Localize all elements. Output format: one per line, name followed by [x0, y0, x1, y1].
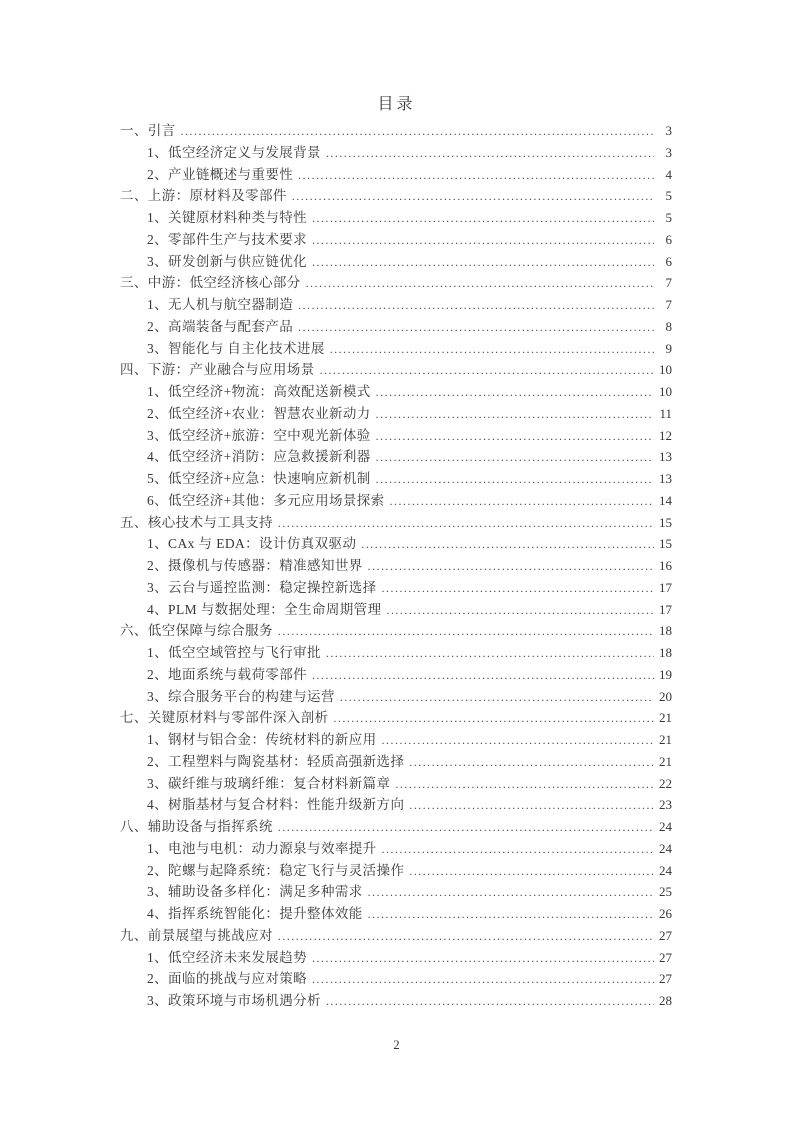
toc-dot-leader: [292, 187, 654, 208]
toc-entry-label: 1、关键原材料种类与特性: [147, 210, 308, 225]
toc-dot-leader: [326, 144, 654, 165]
toc-dot-leader: [312, 253, 654, 274]
toc-entry-label: 1、无人机与航空器制造: [147, 297, 294, 312]
toc-dot-leader: [278, 927, 654, 948]
toc-entry[interactable]: [120, 991, 672, 1013]
toc-entry[interactable]: [120, 730, 672, 752]
toc-entry[interactable]: [120, 600, 672, 622]
toc-entry-label: 3、低空经济+旅游：空中观光新体验: [147, 427, 371, 443]
toc-entry[interactable]: [120, 882, 672, 904]
toc-entry-label: 1、低空经济定义与发展背景: [147, 144, 321, 160]
toc-entry-label: 六、低空保障与综合服务: [120, 623, 273, 639]
toc-dot-leader: [312, 949, 654, 970]
toc-entry-page: 27: [659, 927, 672, 943]
toc-entry-page: 5: [665, 188, 672, 204]
toc-dot-leader: [320, 361, 654, 382]
toc-entry-page: 15: [659, 536, 672, 552]
toc-entry[interactable]: [120, 491, 672, 513]
toc-entry-page: 3: [665, 144, 672, 160]
toc-entry-page: 10: [659, 384, 672, 399]
toc-entry[interactable]: [120, 817, 672, 839]
page-number-footer: 2: [393, 1038, 400, 1052]
toc-entry[interactable]: [120, 339, 672, 361]
toc-dot-leader: [312, 231, 654, 252]
toc-entry[interactable]: [120, 687, 672, 709]
toc-dot-leader: [181, 122, 654, 143]
toc-dot-leader: [395, 775, 654, 796]
toc-entry-page: 27: [659, 971, 672, 987]
toc-entry[interactable]: [120, 447, 672, 469]
toc-entry-page: 3: [665, 123, 672, 138]
toc-entry[interactable]: [120, 252, 672, 274]
toc-entry[interactable]: [120, 839, 672, 861]
toc-entry-label: 1、电池与电机：动力源泉与效率提升: [147, 840, 377, 856]
toc-dot-leader: [368, 557, 654, 578]
toc-entry[interactable]: [120, 317, 672, 339]
toc-entry-label: 1、低空经济+物流：高效配送新模式: [147, 384, 371, 399]
toc-entry[interactable]: [120, 469, 672, 491]
toc-entry-page: 23: [659, 797, 672, 813]
toc-dot-leader: [368, 883, 654, 904]
toc-entry-label: 2、低空经济+农业：智慧农业新动力: [147, 405, 371, 421]
toc-entry-page: 18: [659, 645, 672, 660]
toc-entry[interactable]: [120, 774, 672, 796]
toc-dot-leader: [376, 405, 654, 426]
toc-entry-page: 16: [659, 558, 672, 573]
toc-dot-leader: [376, 427, 654, 448]
toc-entry-page: 26: [659, 906, 672, 921]
toc-entry[interactable]: [120, 382, 672, 404]
toc-entry-page: 20: [659, 688, 672, 704]
toc-entry-label: 4、指挥系统智能化：提升整体效能: [147, 906, 363, 921]
toc-entry-page: 14: [659, 492, 672, 508]
toc-entry[interactable]: [120, 208, 672, 230]
toc-dot-leader: [368, 905, 654, 926]
toc-entry-page: 19: [659, 666, 672, 682]
toc-entry-label: 4、低空经济+消防：应急救援新利器: [147, 449, 371, 465]
toc-entry-page: 17: [659, 601, 672, 617]
toc-dot-leader: [278, 622, 654, 643]
toc-entry-label: 3、碳纤维与玻璃纤维：复合材料新篇章: [147, 775, 391, 791]
toc-entry-label: 5、低空经济+应急：快速响应新机制: [147, 471, 371, 486]
toc-entry-label: 1、低空经济未来发展趋势: [147, 949, 308, 965]
toc-dot-leader: [390, 492, 654, 513]
toc-entry-label: 6、低空经济+其他：多元应用场景探索: [147, 492, 385, 508]
toc-entry[interactable]: [120, 556, 672, 578]
toc-entry-page: 21: [659, 732, 672, 747]
toc-entry-label: 2、陀螺与起降系统：稳定飞行与灵活操作: [147, 862, 405, 878]
toc-entry[interactable]: [120, 165, 672, 187]
toc-dot-leader: [409, 862, 654, 883]
toc-title: 目录: [377, 96, 416, 113]
toc-entry-page: 10: [659, 362, 672, 378]
toc-entry-label: 1、CAx 与 EDA：设计仿真双驱动: [147, 536, 357, 552]
toc-entry-label: 2、摄像机与传感器：精准感知世界: [147, 558, 363, 573]
toc-dot-leader: [382, 731, 654, 752]
toc-entry-page: 18: [659, 623, 672, 639]
toc-dot-leader: [312, 666, 654, 687]
toc-entry[interactable]: [120, 534, 672, 556]
toc-entry-label: 八、辅助设备与指挥系统: [120, 819, 273, 834]
toc-dot-leader: [386, 601, 654, 622]
toc-entry-label: 3、研发创新与供应链优化: [147, 253, 308, 269]
toc-entry-label: 4、PLM 与数据处理：全生命周期管理: [147, 601, 382, 617]
toc-entry-label: 一、引言: [120, 123, 176, 138]
toc-dot-leader: [312, 970, 654, 991]
toc-entry-label: 3、云台与遥控监测：稳定操控新选择: [147, 579, 377, 595]
toc-entry-page: 22: [659, 775, 672, 791]
toc-entry-page: 12: [659, 427, 672, 443]
toc-entry-label: 1、低空空域管控与飞行审批: [147, 645, 321, 660]
toc-entry-page: 28: [659, 993, 672, 1008]
toc-entry[interactable]: [120, 665, 672, 687]
toc-dot-leader: [298, 318, 654, 339]
toc-dot-leader: [326, 644, 654, 665]
toc-entry-label: 1、钢材与铝合金：传统材料的新应用: [147, 732, 377, 747]
toc-dot-leader: [278, 514, 654, 535]
toc-dot-leader: [306, 274, 654, 295]
toc-entry[interactable]: [120, 186, 672, 208]
toc-dot-leader: [382, 840, 654, 861]
toc-entry-page: 6: [665, 253, 672, 269]
toc-entry[interactable]: [120, 513, 672, 535]
toc-dot-leader: [409, 753, 654, 774]
toc-entry[interactable]: [120, 360, 672, 382]
toc-dot-leader: [340, 688, 654, 709]
toc-entry[interactable]: [120, 708, 672, 730]
toc-dot-leader: [326, 992, 654, 1013]
toc-dot-leader: [409, 796, 654, 817]
toc-entry-label: 三、中游：低空经济核心部分: [120, 275, 301, 291]
toc-entry[interactable]: [120, 578, 672, 600]
toc-entry-page: 15: [659, 514, 672, 530]
toc-entry-label: 七、关键原材料与零部件深入剖析: [120, 710, 329, 726]
toc-entry-label: 3、智能化与 自主化技术进展: [147, 340, 325, 356]
toc-entry-page: 8: [665, 318, 672, 334]
toc-entry[interactable]: [120, 426, 672, 448]
toc-entry-page: 21: [659, 710, 672, 726]
toc-dot-leader: [376, 470, 654, 491]
toc-entry[interactable]: [120, 926, 672, 948]
toc-entry[interactable]: [120, 969, 672, 991]
toc-entry-page: 13: [659, 449, 672, 465]
toc-entry[interactable]: [120, 948, 672, 970]
toc-entry-page: 7: [665, 297, 672, 312]
toc-entry-label: 2、工程塑料与陶瓷基材：轻质高强新选择: [147, 753, 405, 769]
toc-entry[interactable]: [120, 230, 672, 252]
toc-dot-leader: [376, 448, 654, 469]
toc-entry[interactable]: [120, 295, 672, 317]
toc-entry[interactable]: [120, 861, 672, 883]
toc-entry[interactable]: [120, 621, 672, 643]
toc-dot-leader: [361, 535, 654, 556]
toc-entry[interactable]: [120, 643, 672, 665]
toc-entry-page: 24: [659, 840, 672, 856]
toc-entry-page: 6: [665, 231, 672, 247]
toc-entry-label: 2、面临的挑战与应对策略: [147, 971, 308, 987]
toc-entry-page: 4: [665, 166, 672, 182]
toc-entry-label: 3、综合服务平台的构建与运营: [147, 688, 335, 704]
toc-entry[interactable]: [120, 121, 672, 143]
toc-dot-leader: [312, 209, 654, 230]
toc-dot-leader: [334, 709, 655, 730]
toc-entry-page: 27: [659, 949, 672, 965]
toc-entry-page: 24: [659, 819, 672, 834]
toc-entry-label: 3、政策环境与市场机遇分析: [147, 993, 321, 1008]
toc-entry[interactable]: [120, 795, 672, 817]
toc-entry-page: 7: [665, 275, 672, 291]
toc-entry-label: 2、地面系统与载荷零部件: [147, 666, 308, 682]
toc-entry[interactable]: [120, 904, 672, 926]
toc-entry[interactable]: [120, 143, 672, 165]
toc-dot-leader: [278, 818, 654, 839]
toc-dot-leader: [376, 383, 654, 404]
toc-entry-page: 17: [659, 579, 672, 595]
toc-entry-page: 5: [665, 210, 672, 225]
toc-entry-page: 21: [659, 753, 672, 769]
toc-entry-label: 九、前景展望与挑战应对: [120, 927, 273, 943]
toc-dot-leader: [298, 166, 654, 187]
toc-entry-label: 二、上游：原材料及零部件: [120, 188, 287, 204]
toc-entry[interactable]: [120, 404, 672, 426]
toc-entry-label: 2、高端装备与配套产品: [147, 318, 294, 334]
toc-entry-label: 2、零部件生产与技术要求: [147, 231, 308, 247]
toc-dot-leader: [298, 296, 654, 317]
toc-entry-page: 11: [659, 405, 672, 421]
toc-entry-label: 2、产业链概述与重要性: [147, 166, 294, 182]
toc-entry-page: 9: [665, 340, 672, 356]
toc-entry-label: 3、辅助设备多样化：满足多种需求: [147, 884, 363, 900]
toc-entry-page: 13: [659, 471, 672, 486]
toc-entry-label: 四、下游：产业融合与应用场景: [120, 362, 315, 378]
toc-list: [120, 121, 672, 1013]
toc-entry[interactable]: [120, 752, 672, 774]
toc-dot-leader: [330, 340, 654, 361]
toc-entry-label: 五、核心技术与工具支持: [120, 514, 273, 530]
toc-entry-page: 24: [659, 862, 672, 878]
toc-entry-label: 4、树脂基材与复合材料：性能升级新方向: [147, 797, 405, 813]
toc-entry[interactable]: [120, 273, 672, 295]
toc-dot-leader: [382, 579, 654, 600]
toc-entry-page: 25: [659, 884, 672, 900]
